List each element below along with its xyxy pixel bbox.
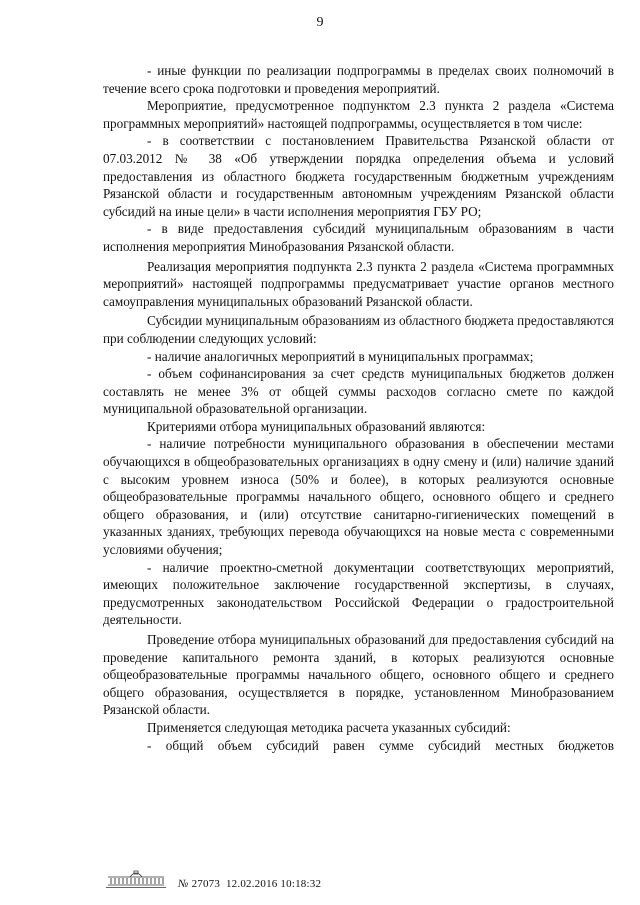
paragraph-2: Мероприятие, предусмотренное подпунктом 2.3 пункта 2 раздела «Система программных мероприятий» настоящей подпрограммы, осуществляется в том числе: xyxy=(103,98,614,131)
page-number: 9 xyxy=(316,15,324,30)
government-building-logo-icon xyxy=(104,868,168,890)
paragraph-10: - наличие потребности муниципального образования в обеспечении местами обучающихся в общеобразовательных организациях в одну смену и (или) наличие зданий с высоким уровнем износа (50% и более), в которых реализуются основные общеобразовательные программы начального общего, основного общего и среднего общего образования, и (или) отсутствие санитарно-гигиенических помещений в указанных зданиях, требующих перевода обучающихся на новые места с современными условиями обучения; xyxy=(103,436,614,558)
document-stamp xyxy=(178,878,321,890)
paragraph-12: Проведение отбора муниципальных образований для предоставления субсидий на проведение капитального ремонта зданий, в которых реализуются основные общеобразовательные программы начального общего, основного общего и среднего общего образования, осуществляется в порядке, установленном Минобразованием Рязанской области. xyxy=(103,632,614,718)
paragraph-8: - объем софинансирования за счет средств муниципальных бюджетов должен составлять не менее 3% от общей суммы расходов согласно смете по каждой муниципальной образовательной организации. xyxy=(103,366,614,417)
paragraph-13: Применяется следующая методика расчета указанных субсидий: xyxy=(147,719,511,735)
document-body xyxy=(103,62,614,754)
document-stamp-footer xyxy=(104,866,424,890)
number-sign: № xyxy=(178,878,189,890)
paragraph-9: Критериями отбора муниципальных образований являются: xyxy=(147,418,486,434)
paragraph-14: - общий объем субсидий равен сумме субсидий местных бюджетов xyxy=(147,737,614,753)
paragraph-7: - наличие аналогичных мероприятий в муниципальных программах; xyxy=(147,348,534,364)
paragraph-3: - в соответствии с постановлением Правительства Рязанской области от 07.03.2012 № 38 «Об утверждении порядка определения объема и условий предоставления из областного бюджета государственным бюджетным учреждениям Рязанской области и государственным автономным учреждениям Рязанской области субсидий на иные цели» в части исполнения мероприятия ГБУ РО; xyxy=(103,133,614,219)
stamp-datetime: 12.02.2016 10:18:32 xyxy=(225,878,322,890)
document-number: 27073 xyxy=(191,878,221,890)
paragraph-11: - наличие проектно-сметной документации соответствующих мероприятий, имеющих положительное заключение государственной экспертизы, в случаях, предусмотренных законодательством Российской Федерации о градостроительной деятельности. xyxy=(103,559,614,628)
paragraph-5: Реализация мероприятия подпункта 2.3 пункта 2 раздела «Система программных мероприятий» настоящей подпрограммы предусматривает участие органов местного самоуправления муниципальных образований Рязанской области. xyxy=(103,258,614,309)
paragraph-6: Субсидии муниципальным образованиям из областного бюджета предоставляются при соблюдении следующих условий: xyxy=(103,313,614,346)
paragraph-1: - иные функции по реализации подпрограммы в пределах своих полномочий в течение всего срока подготовки и проведения мероприятий. xyxy=(103,63,614,96)
paragraph-4: - в виде предоставления субсидий муниципальным образованиям в части исполнения мероприятия Минобразования Рязанской области. xyxy=(103,221,614,254)
